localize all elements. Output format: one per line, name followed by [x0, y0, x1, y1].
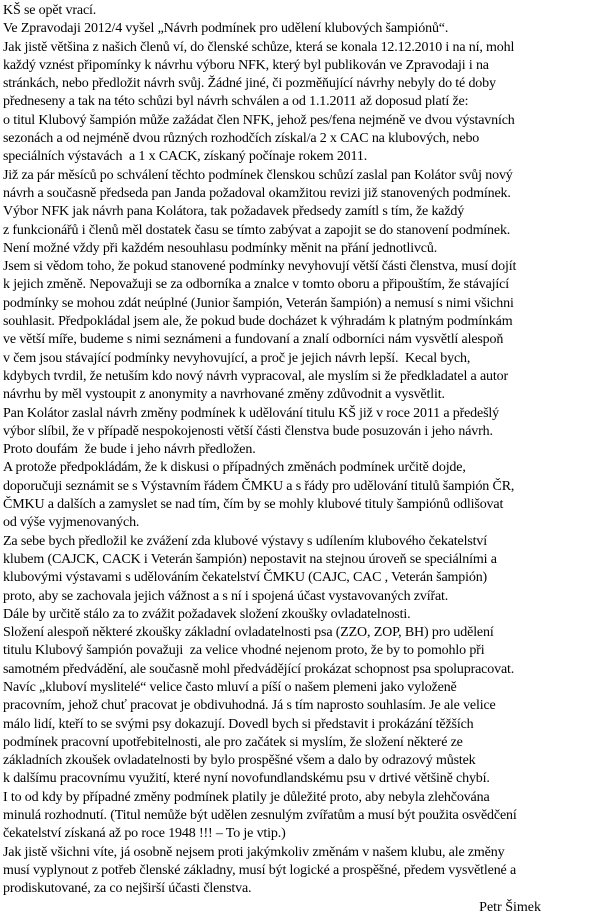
text-line: k dalšímu pracovnímu využití, které nyní novofundlandskému psu v drtivé většině chybí.	[3, 771, 490, 787]
text-line: sezonách a od nejméně dvou různých rozhodčích získal/a 2 x CAC na klubových, nebo	[3, 131, 480, 147]
text-line: minulá rozhodnutí. (Titul nemůže být udělen zesnulým zvířatům a musí být použita osvědčení	[3, 808, 517, 824]
text-line: doporučuji seznámit se s Výstavním řádem ČMKU a s řády pro udělování titulů šampión ČR,	[3, 478, 515, 494]
text-line: Dále by určitě stálo za to zvážit požadavek složení zkoušky ovladatelnosti.	[3, 606, 411, 622]
text-line: KŠ se opět vrací.	[3, 3, 97, 18]
text-line: základních zkoušek ovladatelnosti by bylo prospěšné všem a dalo by odrazový můstek	[3, 753, 476, 769]
text-line: každý vznést připomínky k návrhu výboru NFK, který byl publikován ve Zpravodaji i na	[3, 57, 489, 73]
text-line: podmínek pracovní upotřebitelnosti, ale pro začátek si myslím, že složení některé ze	[3, 734, 463, 750]
text-line: výbor slíbil, že v případě nespokojenosti větší části členstva bude posuzován i jeho návrh.	[3, 423, 493, 439]
text-line: klubem (CAJCK, CACK i Veterán šampión) nepostavit na stejnou úroveň se speciálními a	[3, 551, 497, 567]
text-line: Pan Kolátor zaslal návrh změny podmínek k udělování titulu KŠ již v roce 2011 a předešlý	[3, 405, 499, 421]
text-line: Navíc „kluboví myslitelé“ velice často mluví a píší o našem plemeni jako vyloženě	[3, 679, 457, 695]
text-line: prodiskutované, za co nejširší účasti členstva.	[3, 881, 252, 897]
text-line: čekatelství získaná až po roce 1948 !!! – To je vtip.)	[3, 826, 286, 842]
text-line: souhlasit. Předpokládal jsem ale, že pokud bude docházet k výhradám k platným podmínkám	[3, 314, 513, 330]
text-line: musí vyplynout z potřeb členské základny, musí být logické a prospěšné, předem vysvětlené a	[3, 862, 517, 878]
text-line: stránkách, nebo předložit návrh svůj. Žádné jiné, či pozměňující návrhy nebyly do té doby	[3, 76, 496, 92]
document-body-text	[3, 2, 605, 899]
text-line: pracovním, jehož chuť pracovat je obdivuhodná. Já s tím naprosto souhlasím. Je ale velice	[3, 698, 496, 714]
text-line: v čem jsou stávající podmínky nevyhovující, a proč je jejich návrh lepší. Kecal bych,	[3, 350, 471, 366]
text-line: Již za pár měsíců po schválení těchto podmínek členskou schůzí zaslal pan Kolátor svůj nový	[3, 167, 513, 183]
text-line: k jejich změně. Nepovažuji se za odborníka a znalce v tomto oboru a připouštím, že stávající	[3, 277, 509, 293]
signature: Petr Šimek	[479, 899, 541, 915]
text-line: I to od kdy by případné změny podmínek platily je důležité proto, aby nebyla zlehčována	[3, 789, 490, 805]
text-line: málo lidí, kteří to se svými psy dokazují. Dovedl bych si představit i prokázání těžších	[3, 716, 474, 732]
text-line: proto, aby se zachovala jejich vážnost a s ní i spojená účast vystavovaných zvířat.	[3, 588, 449, 604]
text-line: Jsem si vědom toho, že pokud stanovené podmínky nevyhovují větší části členstva, musí dojít	[3, 259, 517, 275]
text-line: předneseny a tak na této schůzi byl návrh schválen a od 1.1.2011 až doposud platí že:	[3, 94, 469, 110]
text-line: od výše vyjmenovaných.	[3, 515, 140, 531]
text-line: Jak jistě většina z našich členů ví, do členské schůze, která se konala 12.12.2010 i na ní, mohl	[3, 39, 515, 55]
text-line: Výbor NFK jak návrh pana Kolátora, tak požadavek předsedy zamítl s tím, že každý	[3, 204, 465, 220]
text-line: návrhu by měl vystoupit z anonymity a navrhované změny zdůvodnit a vysvětlit.	[3, 387, 445, 403]
text-line: Za sebe bych předložil ke zvážení zda klubové výstavy s udílením klubového čekatelství	[3, 533, 487, 549]
text-line: kdybych tvrdil, že netuším kdo nový návrh vypracoval, ale myslím si že předkladatel a autor	[3, 368, 508, 384]
text-line: samotném předvádění, ale současně mohl předvádějící prokázat schopnost psa spolupracovat.	[3, 661, 515, 677]
text-line: Není možné vždy při každém nesouhlasu podmínky měnit na přání jednotlivců.	[3, 240, 438, 256]
text-line: ve větší míře, budeme s nimi seznámeni a fundovaní a znalí odborníci nám vysvětlí alespoň	[3, 332, 504, 348]
text-line: titulu Klubový šampión považuji za velice vhodné nejenom proto, že by to pomohlo při	[3, 643, 485, 659]
text-line: A protože předpokládám, že k diskusi o případných změnách podmínek určitě dojde,	[3, 460, 466, 476]
text-line: podmínky se mohou zdát neúplné (Junior šampión, Veterán šampión) a nemusí s nimi všichni	[3, 295, 514, 311]
text-line: ČMKU a dalších a zamyslet se nad tím, čím by se mohly klubové tituly šampiónů odlišovat	[3, 497, 504, 513]
text-line: speciálních výstavách a 1 x CACK, získaný počínaje rokem 2011.	[3, 149, 368, 165]
text-line: o titul Klubový šampión může zažádat člen NFK, jehož pes/fena nejméně ve dvou výstavních	[3, 112, 515, 128]
text-line: klubovými výstavami s udělováním čekatelství ČMKU (CAJC, CAC , Veterán šampión)	[3, 570, 488, 586]
text-line: návrh a současně předseda pan Janda požadoval okamžitou revizi již stanovených podmínek.	[3, 185, 511, 201]
text-line: z funkcionářů i členů měl dostatek času se tímto zabývat a zapojit se do stanovení podmínek.	[3, 222, 511, 238]
text-line: Složení alespoň některé zkoušky základní ovladatelnosti psa (ZZO, ZOP, BH) pro udělení	[3, 625, 494, 641]
text-line: Ve Zpravodaji 2012/4 vyšel „Návrh podmínek pro udělení klubových šampiónů“.	[3, 21, 449, 37]
text-line: Proto doufám že bude i jeho návrh předložen.	[3, 442, 256, 458]
text-line: Jak jistě všichni víte, já osobně nejsem proti jakýmkoliv změnám v našem klubu, ale změny	[3, 844, 505, 860]
